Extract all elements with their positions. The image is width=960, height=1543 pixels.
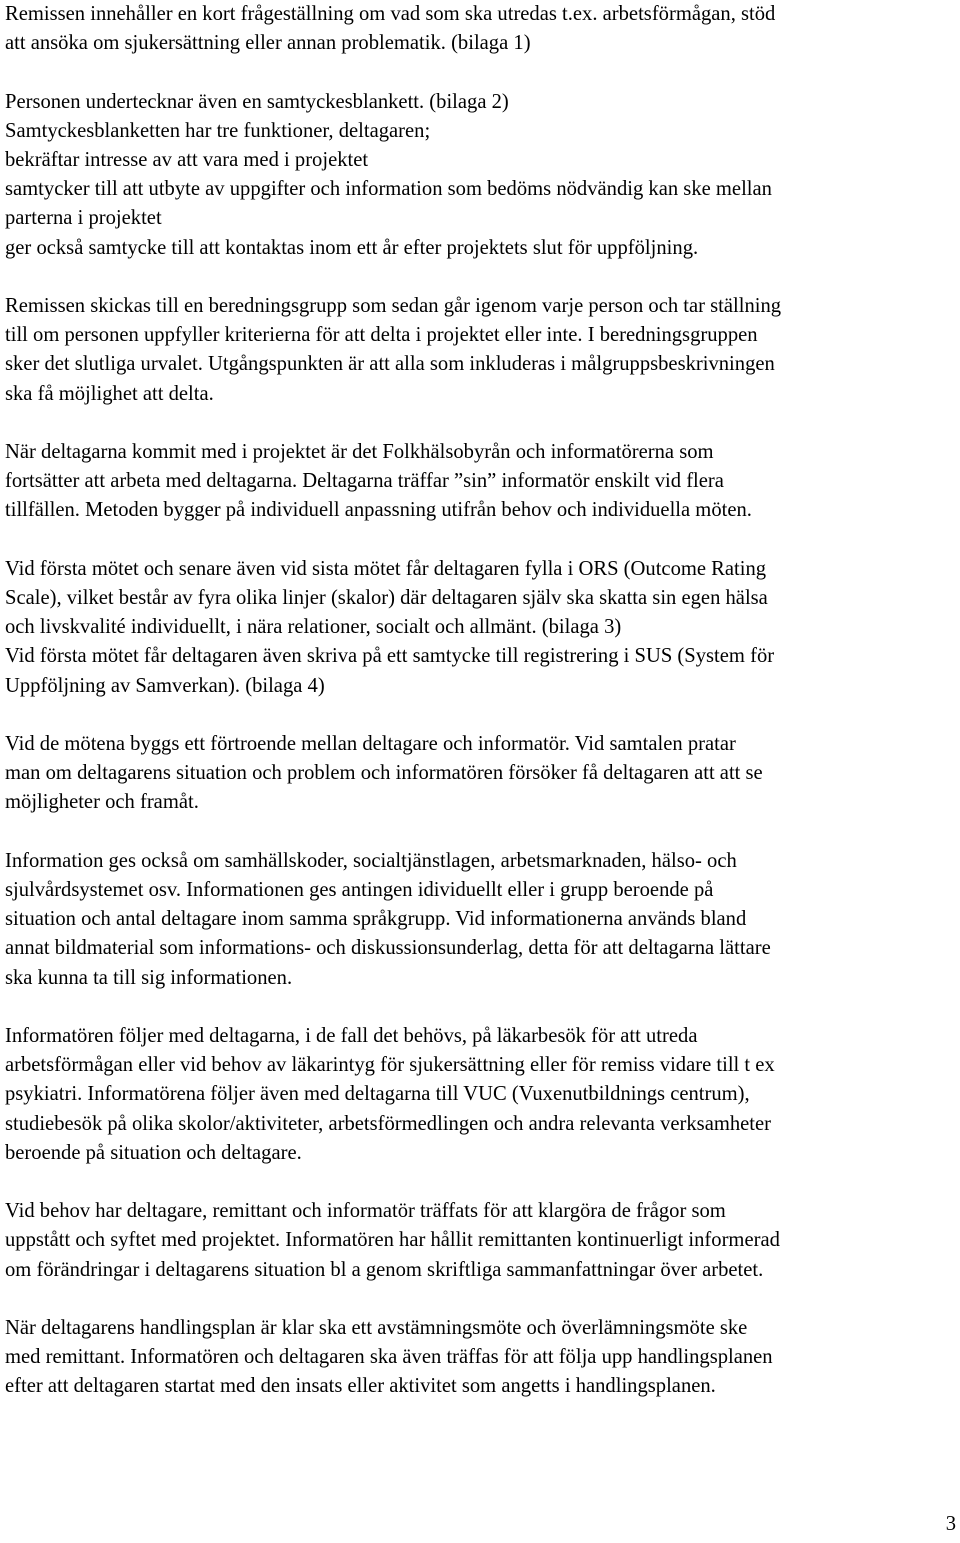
text-line: ska få möjlighet att delta.: [5, 382, 214, 405]
text-line: situation och antal deltagare inom samma språkgrupp. Vid informationerna används bland: [5, 908, 747, 931]
paragraph-spacer: [5, 409, 957, 438]
paragraph-preparation-group: [5, 292, 957, 409]
document-page: [5, 0, 957, 1402]
text-line: arbetsförmågan eller vid behov av läkarintyg för sjukersättning eller för remiss vidare till t ex: [5, 1054, 775, 1077]
text-line: psykiatri. Informatörena följer även med deltagarna till VUC (Vuxenutbildnings centrum),: [5, 1083, 750, 1106]
text-line: samtycker till att utbyte av uppgifter och information som bedöms nödvändig kan ske mellan: [5, 178, 772, 201]
paragraph-consent: [5, 88, 957, 263]
text-line: beroende på situation och deltagare.: [5, 1141, 302, 1164]
text-line: Remissen innehåller en kort frågeställning om vad som ska utredas t.ex. arbetsförmågan, stöd: [5, 3, 776, 25]
text-line: man om deltagarens situation och problem och informatören försöker få deltagaren att att se: [5, 762, 763, 785]
text-line: Information ges också om samhällskoder, socialtjänstlagen, arbetsmarknaden, hälso- och: [5, 849, 737, 872]
paragraph-action-plan: [5, 1314, 957, 1402]
text-line: När deltagarens handlingsplan är klar ska ett avstämningsmöte och överlämningsmöte ske: [5, 1317, 748, 1339]
text-line: bekräftar intresse av att vara med i projektet: [5, 149, 369, 171]
text-line: tillfällen. Metoden bygger på individuell anpassning utifrån behov och individuella möten.: [5, 499, 752, 522]
paragraph-spacer: [5, 818, 957, 847]
text-line: Informatören följer med deltagarna, i de fall det behövs, på läkarbesök för att utreda: [5, 1025, 698, 1047]
paragraph-meetings: [5, 730, 957, 818]
text-line: att ansöka om sjukersättning eller annan problematik. (bilaga 1): [5, 32, 531, 55]
paragraph-spacer: [5, 526, 957, 555]
text-line: ska kunna ta till sig informationen.: [5, 966, 293, 989]
text-line: efter att deltagaren startat med den insats eller aktivitet som angetts i handlingsplanen.: [5, 1375, 716, 1398]
paragraph-spacer: [5, 1168, 957, 1197]
text-line: och livskvalité individuellt, i nära relationer, socialt och allmänt. (bilaga 3): [5, 616, 622, 639]
paragraph-spacer: [5, 58, 957, 87]
paragraph-referral: [5, 0, 957, 58]
paragraph-spacer: [5, 701, 957, 730]
text-line: Remissen skickas till en beredningsgrupp som sedan går igenom varje person och tar ställning: [5, 295, 782, 317]
text-line: Uppföljning av Samverkan). (bilaga 4): [5, 674, 325, 697]
text-line: Samtyckesblanketten har tre funktioner, deltagaren;: [5, 119, 431, 142]
text-line: När deltagarna kommit med i projektet är det Folkhälsobyrån och informatörerna som: [5, 441, 714, 463]
text-line: annat bildmaterial som informations- och diskussionsunderlag, detta för att deltagarna lättare: [5, 937, 771, 960]
text-line: Vid första mötet och senare även vid sista mötet får deltagaren fylla i ORS (Outcome Rating: [5, 557, 767, 580]
text-line: Scale), vilket består av fyra olika linjer (skalor) där deltagaren själv ska skatta sin egen hälsa: [5, 587, 768, 609]
text-line: studiebesök på olika skolor/aktiviteter, arbetsförmedlingen och andra relevanta verksamheter: [5, 1112, 772, 1135]
text-line: Personen undertecknar även en samtyckesblankett. (bilaga 2): [5, 90, 509, 113]
paragraph-spacer: [5, 993, 957, 1022]
text-line: ger också samtycke till att kontaktas inom ett år efter projektets slut för uppföljning.: [5, 236, 699, 259]
text-line: fortsätter att arbeta med deltagarna. Deltagarna träffar ”sin” informatör enskilt vid flera: [5, 470, 724, 493]
text-line: möjligheter och framåt.: [5, 791, 199, 814]
text-line: sker det slutliga urvalet. Utgångspunkten är att alla som inkluderas i målgruppsbeskrivningen: [5, 353, 775, 376]
text-line: Vid första mötet får deltagaren även skriva på ett samtycke till registrering i SUS (System för: [5, 645, 775, 668]
paragraph-participants: [5, 438, 957, 526]
paragraph-ors: [5, 555, 957, 701]
text-line: Vid de mötena byggs ett förtroende mellan deltagare och informatör. Vid samtalen pratar: [5, 733, 736, 755]
text-line: med remittant. Informatören och deltagaren ska även träffas för att följa upp handlingsplanen: [5, 1346, 773, 1369]
text-line: uppstått och syftet med projektet. Informatören har hållit remittanten kontinuerligt informerad: [5, 1229, 780, 1252]
text-line: parterna i projektet: [5, 207, 162, 230]
text-line: Vid behov har deltagare, remittant och informatör träffats för att klargöra de frågor som: [5, 1200, 726, 1223]
text-line: om förändringar i deltagarens situation bl a genom skriftliga sammanfattningar över arbetet.: [5, 1258, 764, 1281]
text-line: sjulvårdsystemet osv. Informationen ges antingen idividuellt eller i grupp beroende på: [5, 879, 714, 901]
page-number: 3: [945, 1513, 956, 1535]
paragraph-spacer: [5, 263, 957, 292]
text-line: till om personen uppfyller kriterierna för att delta i projektet eller inte. I beredningsgruppen: [5, 324, 758, 347]
paragraph-follow-up-meetings: [5, 1197, 957, 1285]
paragraph-spacer: [5, 1285, 957, 1314]
paragraph-informant-support: [5, 1022, 957, 1168]
paragraph-information: [5, 847, 957, 993]
